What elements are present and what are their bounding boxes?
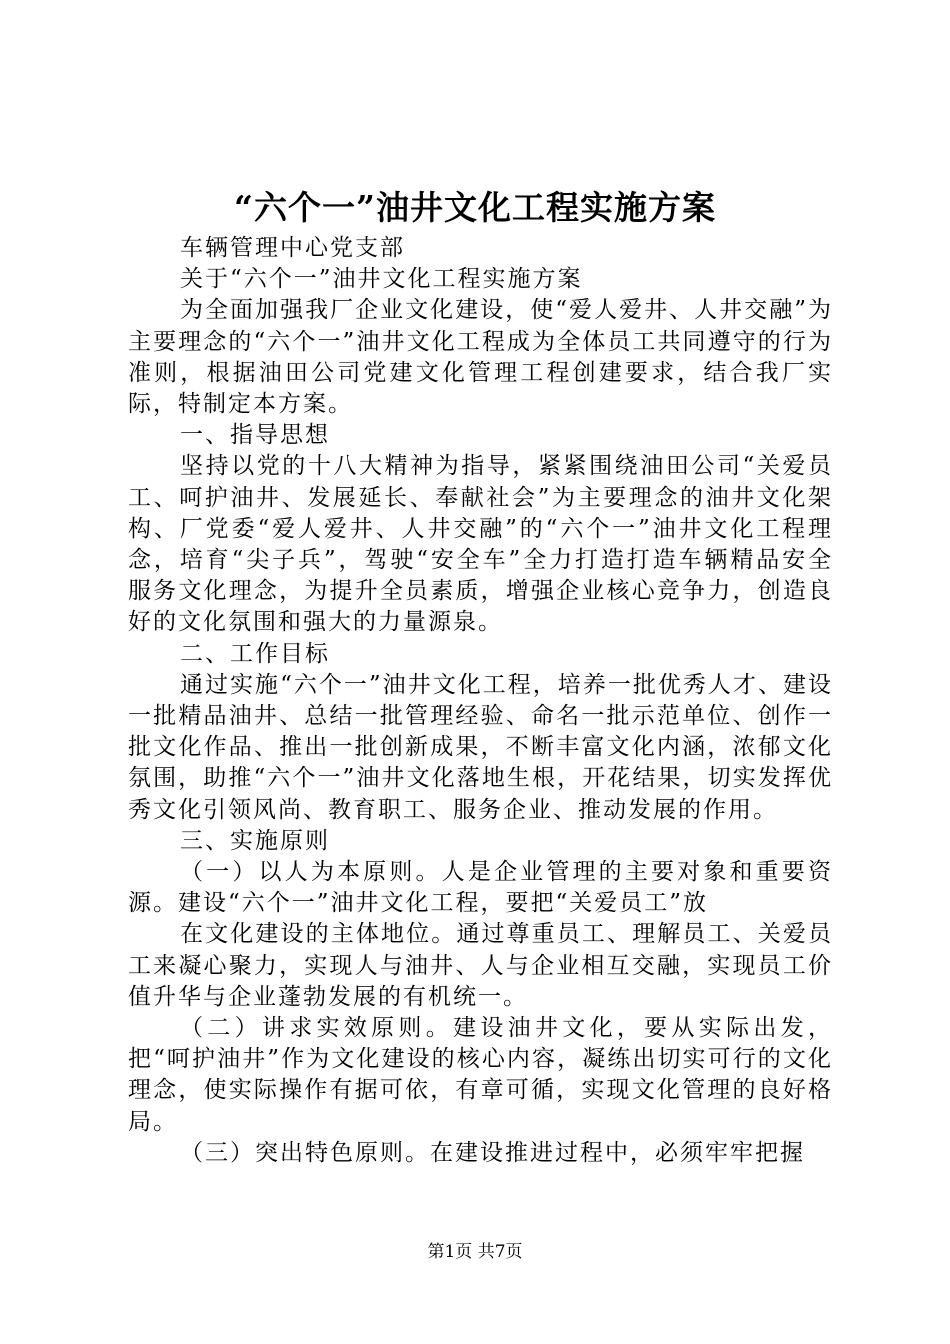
section-heading-work-goals: 二、工作目标 [180,640,330,667]
paragraph-work-goals: 通过实施“六个一”油井文化工程，培养一批优秀人才、建设一批精品油井、总结一批管理经验、命名一批示范单位、创作一批文化作品、推出一批创新成果，不断丰富文化内涵，浓郁文化氛围，助推“六个一”油井文化落地生根，开花结果，切实发挥优秀文化引领风尚、教育职工、服务企业、推动发展的作用。 [128,671,833,823]
paragraph-guiding-thought: 坚持以党的十八大精神为指导，紧紧围绕油田公司“关爱员工、呵护油井、发展延长、奉献社会”为主要理念的油井文化架构、厂党委“爱人爱井、人井交融”的“六个一”油井文化工程理念，培育“尖子兵”，驾驶“安全车”全力打造打造车辆精品安全服务文化理念，为提升全员素质，增强企业核心竞争力，创造良好的文化氛围和强大的力量源泉。 [128,453,833,636]
paragraph-subject: 关于“六个一”油井文化工程实施方案 [180,266,583,293]
paragraph-principle-1-cont: 在文化建设的主体地位。通过尊重员工、理解员工、关爱员工来凝心聚力，实现人与油井、人与企业相互交融，实现员工价值升华与企业蓬勃发展的有机统一。 [128,921,833,1010]
paragraph-issuer: 车辆管理中心党支部 [180,235,405,261]
document-title: “六个一”油井文化工程实施方案 [234,188,716,227]
section-heading-principles: 三、实施原则 [180,827,330,854]
document-body [128,233,833,1169]
paragraph-principle-1: （一）以人为本原则。人是企业管理的主要对象和重要资源。建设“六个一”油井文化工程，要把“关爱员工”放 [128,859,833,917]
paragraph-principle-2: （二）讲求实效原则。建设油井文化，要从实际出发，把“呵护油井”作为文化建设的核心内容，凝练出切实可行的文化理念，使实际操作有据可依，有章可循，实现文化管理的良好格局。 [128,1015,833,1135]
paragraph-principle-3: （三）突出特色原则。在建设推进过程中，必须牢牢把握 [180,1139,805,1166]
page-number-footer: 第1页 共7页 [427,1242,523,1262]
paragraph-intro: 为全面加强我厂企业文化建设，使“爱人爱井、人井交融”为主要理念的“六个一”油井文化工程成为全体员工共同遵守的行为准则，根据油田公司党建文化管理工程创建要求，结合我厂实际，特制定本方案。 [128,297,833,418]
section-heading-guiding-thought: 一、指导思想 [180,422,330,449]
